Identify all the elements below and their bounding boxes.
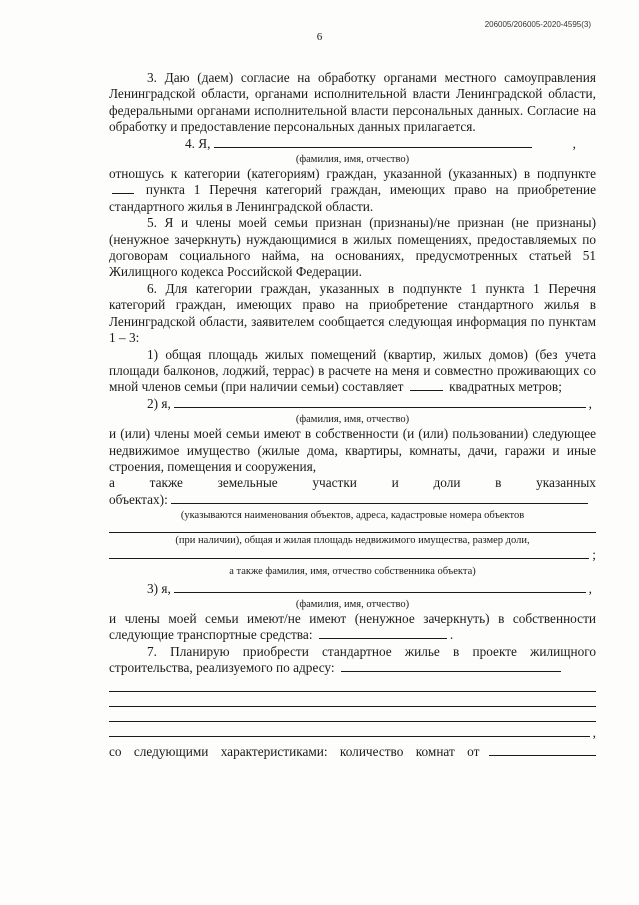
word: земельные — [217, 475, 278, 491]
paragraph-4-continuation — [109, 166, 596, 215]
address-field-1[interactable] — [341, 660, 561, 672]
paragraph-6-2-text: и (или) члены моей семьи имеют в собственности (и (или) пользовании) следующее недвижимое имущество (жилые дома, квартиры, комнаты, дачи, гаражи и иные строения, помещения и сооружения, — [109, 426, 596, 474]
document-body — [109, 70, 596, 760]
address-field-2[interactable] — [109, 677, 596, 692]
word: участки — [312, 475, 357, 491]
paragraph-6-3-text — [109, 611, 596, 644]
paragraph-5: 5. Я и члены моей семьи признан (признаны)/не признан (не признаны) (ненужное зачеркнуть) нуждающимися в жилых помещениях, предоставляемых по договорам социального найма, на основаниях, предусмотренных статьей 51 Жилищного кодекса Российской Федерации. — [109, 215, 596, 280]
paragraph-7 — [109, 644, 596, 677]
objects-label: объектах): — [109, 491, 168, 507]
paragraph-6-3-text-a: и члены моей семьи имеют/не имеют (ненужное зачеркнуть) в собственности следующие транспортные средства: — [109, 610, 596, 643]
paragraph-3: 3. Даю (даем) согласие на обработку органами местного самоуправления Ленинградской области, органами исполнительной власти Ленинградской области, федеральными органами исполнительной власти персональных данных. Согласие на обработку и предоставление персональных данных прилагается. — [109, 70, 596, 135]
caption-fio-3: (фамилия, имя, отчество) — [295, 598, 410, 610]
caption-objects-1: (указываются наименования объектов, адреса, кадастровые номера объектов — [180, 510, 525, 522]
word: указанных — [536, 475, 596, 491]
caption-fio-1: (фамилия, имя, отчество) — [295, 154, 410, 166]
paragraph-4-line — [109, 136, 596, 152]
address-field-3[interactable] — [109, 692, 596, 707]
objects-line — [109, 492, 596, 508]
paragraph-7-end-line — [109, 744, 596, 760]
subpoint-field[interactable] — [112, 182, 134, 194]
paragraph-6-2-last-line — [109, 475, 596, 491]
word: в — [495, 475, 502, 491]
address-field-4[interactable] — [109, 707, 596, 722]
name-field-2[interactable] — [174, 396, 586, 408]
paragraph-6-3-line — [109, 581, 596, 597]
word: и — [391, 475, 399, 491]
paragraph-4-text-b: пункта 1 Перечня категорий граждан, имеющих право на приобретение стандартного жилья в Ленинградской области. — [109, 182, 597, 214]
paragraph-6-2-line — [109, 396, 596, 412]
paragraph-7-text: 7. Планирую приобрести стандартное жилье в проекте жилищного строительства, реализуемого по адресу: — [109, 643, 596, 676]
paragraph-6-3-comma: , — [588, 580, 592, 596]
page-number: 6 — [316, 31, 323, 43]
name-field-1[interactable] — [214, 136, 532, 148]
name-field-3[interactable] — [174, 581, 586, 593]
period: . — [449, 627, 454, 643]
objects-line-3 — [109, 547, 596, 563]
paragraph-4-text-a: отношусь к категории (категориям) граждан, указанной (указанных) в подпункте — [109, 166, 596, 182]
rooms-from-field[interactable] — [489, 744, 596, 756]
paragraph-6: 6. Для категории граждан, указанных в подпункте 1 пункта 1 Перечня категорий граждан, имеющих право на приобретение стандартного жилья в Ленинградской области, заявителем сообщается следующая информация по пунктам 1 – 3: — [109, 280, 596, 346]
paragraph-6-2-comma: , — [588, 395, 592, 411]
caption-objects-2: (при наличии), общая и жилая площадь недвижимого имущества, размер доли, — [175, 535, 530, 547]
paragraph-6-1-text-a: 1) общая площадь жилых помещений (квартир, жилых домов) (без учета площади балконов, лоджий, террас) в расчете на меня и совместно проживающих со мной членов семьи (при наличии семьи) составляет — [109, 346, 596, 395]
word: а — [109, 475, 115, 491]
paragraph-4-comma: , — [572, 135, 576, 151]
caption-objects-3: а также фамилия, имя, отчество собственника объекта) — [229, 565, 476, 577]
vehicles-field[interactable] — [319, 627, 447, 639]
document-id: 206005/206005-2020-4595(3) — [484, 20, 591, 29]
address-field-5[interactable] — [109, 722, 590, 737]
paragraph-6-3-start: 3) я, — [147, 580, 171, 596]
objects-semicolon: ; — [592, 547, 596, 563]
address-line-5 — [109, 722, 596, 741]
objects-field-1[interactable] — [171, 492, 588, 504]
paragraph-4-start: 4. Я, — [185, 135, 211, 151]
characteristics-text: со следующими характеристиками: количество комнат от — [109, 744, 480, 759]
area-field[interactable] — [410, 379, 443, 391]
paragraph-6-1 — [109, 347, 596, 396]
paragraph-6-1-text-b: квадратных метров; — [449, 379, 562, 395]
caption-fio-2: (фамилия, имя, отчество) — [295, 414, 410, 426]
paragraph-6-2-start: 2) я, — [147, 395, 171, 411]
address-comma: , — [592, 724, 596, 740]
word: также — [149, 475, 183, 491]
objects-field-3[interactable] — [109, 547, 589, 559]
word: доли — [433, 475, 461, 491]
objects-field-2[interactable] — [109, 522, 596, 533]
